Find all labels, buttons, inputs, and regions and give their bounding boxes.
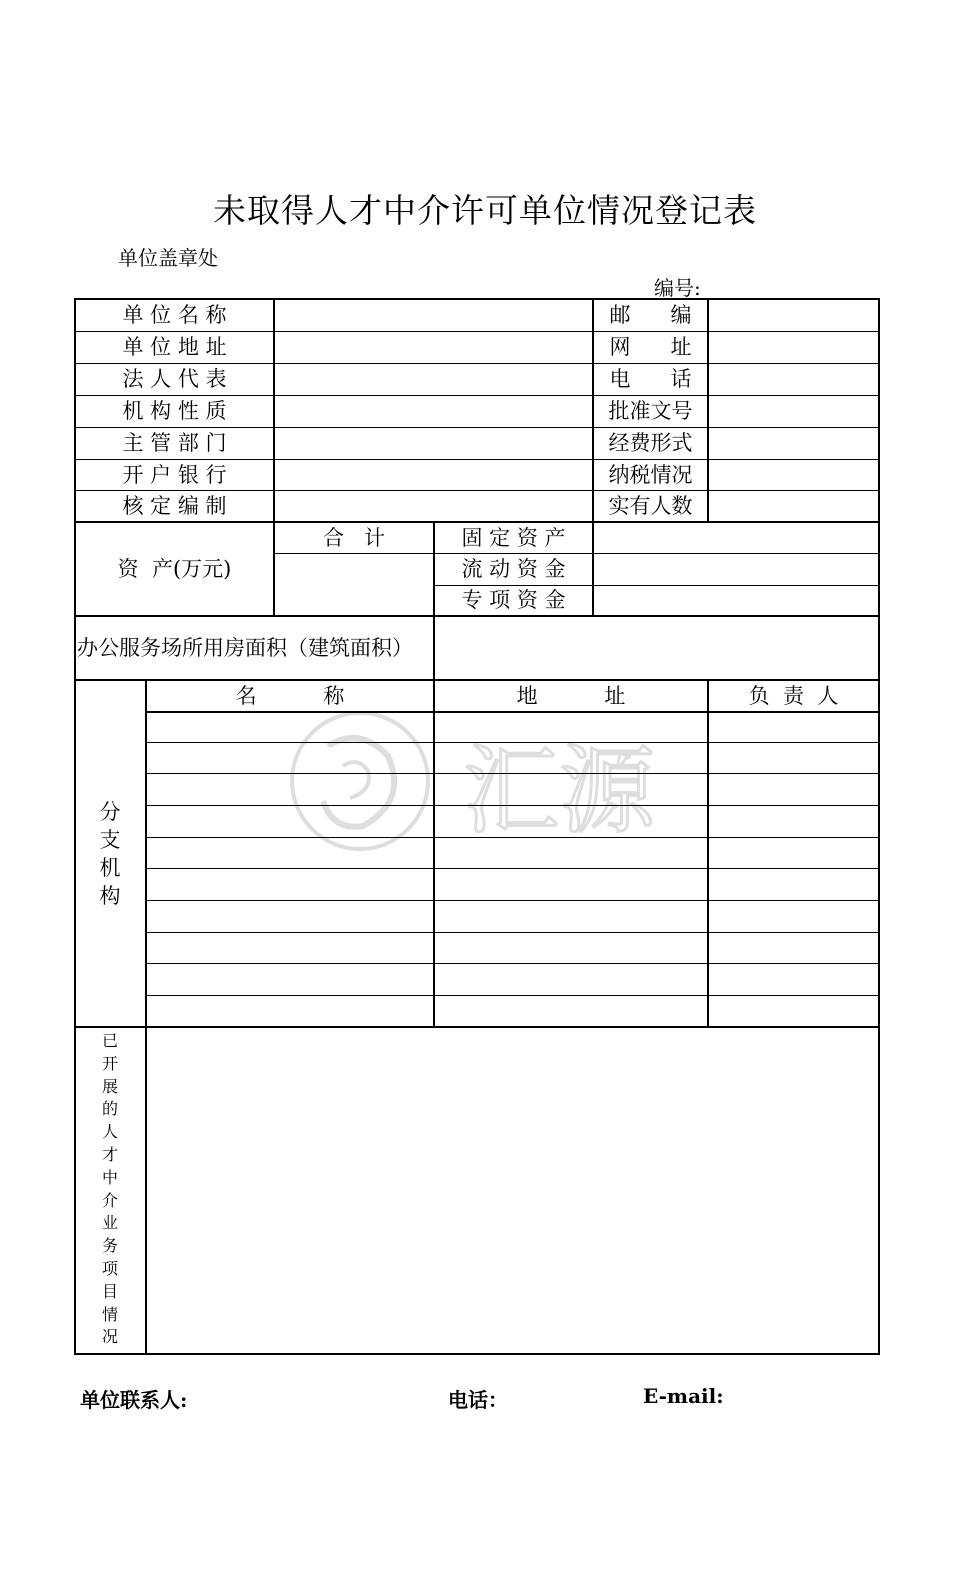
email-label: E-mail: (643, 1384, 724, 1408)
label-org-nature: 机 构 性 质 (122, 398, 227, 423)
field-fixed-assets[interactable] (594, 523, 878, 553)
stamp-label: 单位盖章处 (118, 246, 218, 270)
label-current-funds: 流 动 资 金 (461, 557, 566, 581)
field-assets-total[interactable] (275, 554, 433, 615)
field-tax-status[interactable] (709, 459, 878, 491)
field-legal-rep[interactable] (275, 363, 592, 395)
header-branch-address: 地 址 (516, 683, 626, 708)
field-website[interactable] (709, 331, 878, 363)
label-fixed-assets: 固 定 资 产 (461, 525, 566, 550)
label-phone: 电 话 (609, 366, 692, 391)
label-staffing: 核 定 编 制 (122, 493, 227, 518)
serial-number-label: 编号: (654, 276, 701, 300)
field-funding-type[interactable] (709, 427, 878, 459)
label-tax-status: 纳税情况 (608, 462, 693, 487)
label-unit-name: 单 位 名 称 (122, 302, 227, 327)
label-assets: 资 产(万元) (117, 557, 232, 581)
label-website: 网 址 (609, 334, 692, 359)
header-branch-manager: 负 责 人 (748, 683, 839, 708)
field-approval-no[interactable] (709, 395, 878, 427)
watermark-text: 汇源 (463, 735, 655, 847)
field-supervisor-dept[interactable] (275, 427, 592, 459)
contact-person-label: 单位联系人: (80, 1388, 188, 1412)
label-postcode: 邮 编 (609, 302, 692, 327)
field-staffing[interactable] (275, 490, 592, 522)
label-legal-rep: 法 人 代 表 (122, 366, 227, 391)
header-branch-name: 名 称 (235, 683, 345, 708)
label-unit-address: 单 位 地 址 (122, 334, 227, 359)
phone-label: 电话： (448, 1388, 508, 1412)
label-supervisor-dept: 主 管 部 门 (122, 430, 227, 455)
field-current-funds[interactable] (594, 554, 878, 585)
field-actual-staff[interactable] (709, 490, 878, 522)
label-branches: 分 支 机 构 (99, 800, 121, 908)
label-bank: 开 户 银 行 (122, 462, 227, 487)
field-org-nature[interactable] (275, 395, 592, 427)
label-approval-no: 批准文号 (608, 398, 693, 423)
field-unit-name[interactable] (275, 299, 592, 331)
field-special-funds[interactable] (594, 586, 878, 615)
form-title: 未取得人才中介许可单位情况登记表 (213, 191, 757, 230)
label-assets-total: 合 计 (322, 525, 386, 550)
label-funding-type: 经费形式 (608, 430, 693, 455)
field-bank[interactable] (275, 459, 592, 491)
field-unit-address[interactable] (275, 331, 592, 363)
field-postcode[interactable] (709, 299, 878, 331)
label-business-items: 已 开 展 的 人 才 中 介 业 务 项 目 情 况 (101, 1031, 118, 1347)
label-special-funds: 专 项 资 金 (461, 588, 566, 612)
field-phone[interactable] (709, 363, 878, 395)
field-business-items[interactable] (147, 1028, 878, 1353)
label-actual-staff: 实有人数 (608, 493, 693, 518)
field-office-area[interactable] (435, 617, 878, 679)
label-office-area: 办公服务场所用房面积（建筑面积） (77, 635, 413, 660)
